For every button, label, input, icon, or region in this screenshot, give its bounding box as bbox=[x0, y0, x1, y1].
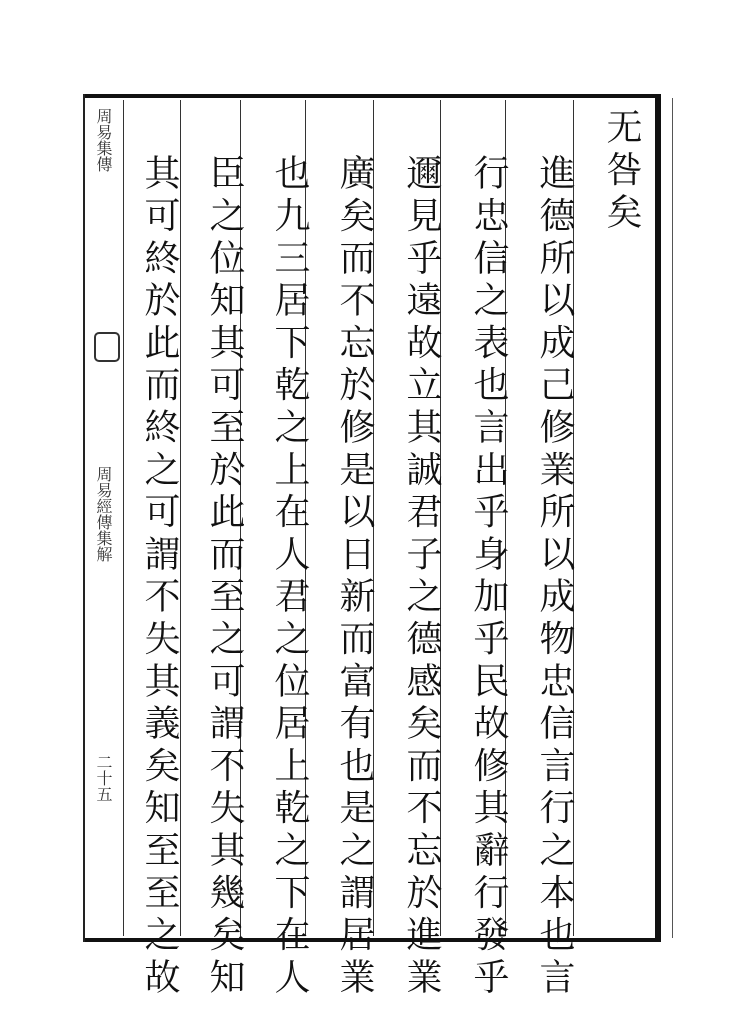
book-page bbox=[83, 94, 661, 1000]
margin-page-number: 二十五 bbox=[94, 754, 113, 802]
text-column-5: 廣矣而不忘於修是以日新而富有也是之謂居業 bbox=[334, 154, 375, 1000]
text-column-3: 行忠信之表也言出乎身加乎民故修其辭行發乎 bbox=[468, 154, 509, 1000]
text-column-6: 也九三居下乾之上在人君之位居上乾之下在人 bbox=[269, 154, 310, 1000]
fishtail-mark bbox=[94, 332, 120, 362]
text-column-4: 邇見乎遠故立其誠君子之德感矣而不忘於進業 bbox=[401, 154, 442, 1000]
text-column-2: 進德所以成己修業所以成物忠信言行之本也言 bbox=[534, 154, 575, 1000]
text-column-1: 无咎矣 bbox=[601, 108, 642, 235]
page-right-border bbox=[655, 94, 661, 942]
page-left-border bbox=[83, 94, 85, 942]
text-column-7: 臣之位知其可至於此而至之可謂不失其幾矣知 bbox=[204, 154, 245, 1000]
column-rule bbox=[123, 100, 124, 936]
text-column-8: 其可終於此而終之可謂不失其義矣知至至之故 bbox=[139, 154, 180, 1000]
margin-book-title: 周易集傳 bbox=[94, 108, 113, 172]
margin-subtitle: 周易經傳集解 bbox=[94, 466, 113, 562]
page-edge-line bbox=[672, 98, 673, 938]
margin-strip bbox=[88, 104, 122, 934]
page-top-border bbox=[83, 94, 657, 98]
